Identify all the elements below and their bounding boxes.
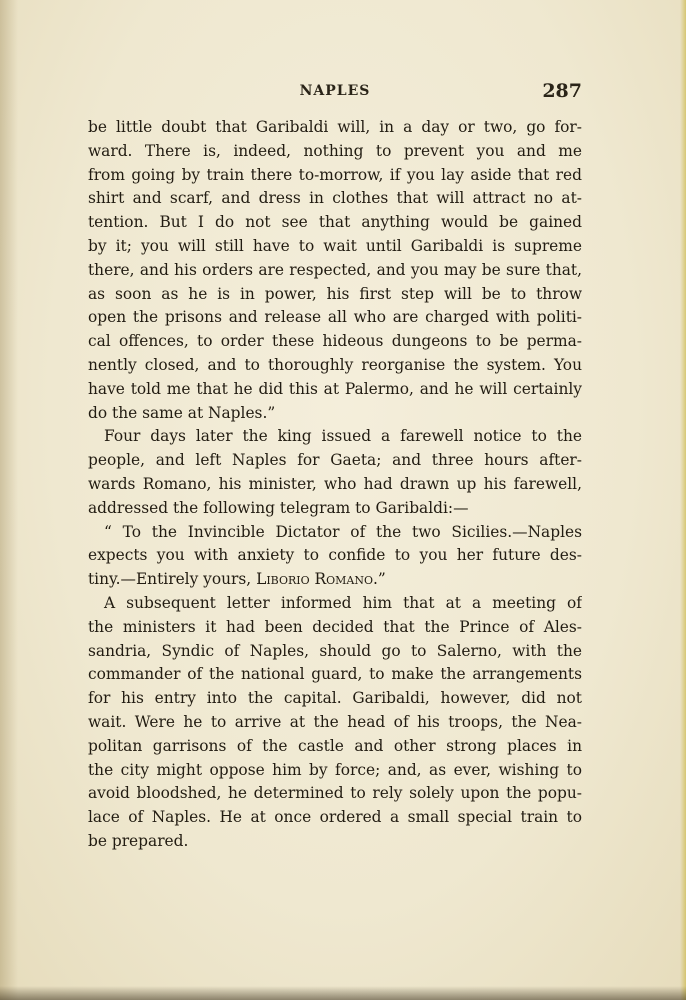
text-line: avoid bloodshed, he determined to rely solely upon the popu- — [88, 784, 582, 803]
text-line: do the same at Naples.” — [88, 403, 276, 422]
telegram-signature-line: tiny.—Entirely yours, Liborio Romano.” — [88, 570, 386, 589]
text-line: politan garrisons of the castle and other strong places in — [88, 736, 582, 755]
running-title: NAPLES — [299, 83, 371, 99]
text-line: addressed the following telegram to Garibaldi:— — [88, 498, 469, 517]
text-line: from going by train there to-morrow, if you lay aside that red — [88, 165, 582, 184]
text-line: as soon as he is in power, his first step will be to throw — [88, 284, 582, 303]
text-line: nently closed, and to thoroughly reorganise the system. You — [88, 355, 582, 374]
text-line: people, and left Naples for Gaeta; and three hours after- — [88, 451, 582, 470]
text-line: lace of Naples. He at once ordered a small special train to — [88, 808, 582, 827]
text-line: wards Romano, his minister, who had drawn up his farewell, — [88, 474, 582, 493]
page-number: 287 — [542, 80, 582, 102]
text-line — [88, 568, 582, 592]
text-line: Four days later the king issued a farewell notice to the — [104, 427, 582, 446]
text-line: be prepared. — [88, 831, 189, 850]
bottom-shadow — [0, 986, 686, 1000]
text-line: expects you with anxiety to confide to you her future des- — [88, 546, 582, 565]
text-line: A subsequent letter informed him that at a meeting of — [104, 593, 582, 612]
page-edge — [680, 0, 686, 1000]
text-line: be little doubt that Garibaldi will, in a day or two, go for- — [88, 118, 582, 136]
text-line: there, and his orders are respected, and you may be sure that, — [88, 260, 582, 279]
text-line: the city might oppose him by force; and, as ever, wishing to — [88, 760, 582, 779]
text-line: commander of the national guard, to make the arrangements — [88, 665, 582, 684]
text-line: wait. Were he to arrive at the head of his troops, the Nea- — [88, 712, 582, 731]
text-line: tention. But I do not see that anything would be gained — [88, 213, 582, 232]
text-line: by it; you will still have to wait until Garibaldi is supreme — [88, 236, 582, 255]
text-line: open the prisons and release all who are charged with politi- — [88, 308, 582, 327]
text-line: the ministers it had been decided that the Prince of Ales- — [88, 617, 582, 636]
text-line: for his entry into the capital. Garibaldi, however, did not — [88, 689, 582, 708]
spine-shadow — [0, 0, 18, 1000]
text-line: ward. There is, indeed, nothing to prevent you and me — [88, 141, 582, 160]
text-line: cal offences, to order these hideous dungeons to be perma- — [88, 332, 582, 351]
text-line: sandria, Syndic of Naples, should go to Salerno, with the — [88, 641, 582, 660]
page-header — [88, 80, 582, 106]
text-line: have told me that he did this at Palermo, and he will certainly — [88, 379, 582, 398]
text-line: shirt and scarf, and dress in clothes that will attract no at- — [88, 189, 582, 208]
body-text — [88, 116, 582, 854]
text-line: “ To the Invincible Dictator of the two Sicilies.—Naples — [104, 522, 582, 541]
